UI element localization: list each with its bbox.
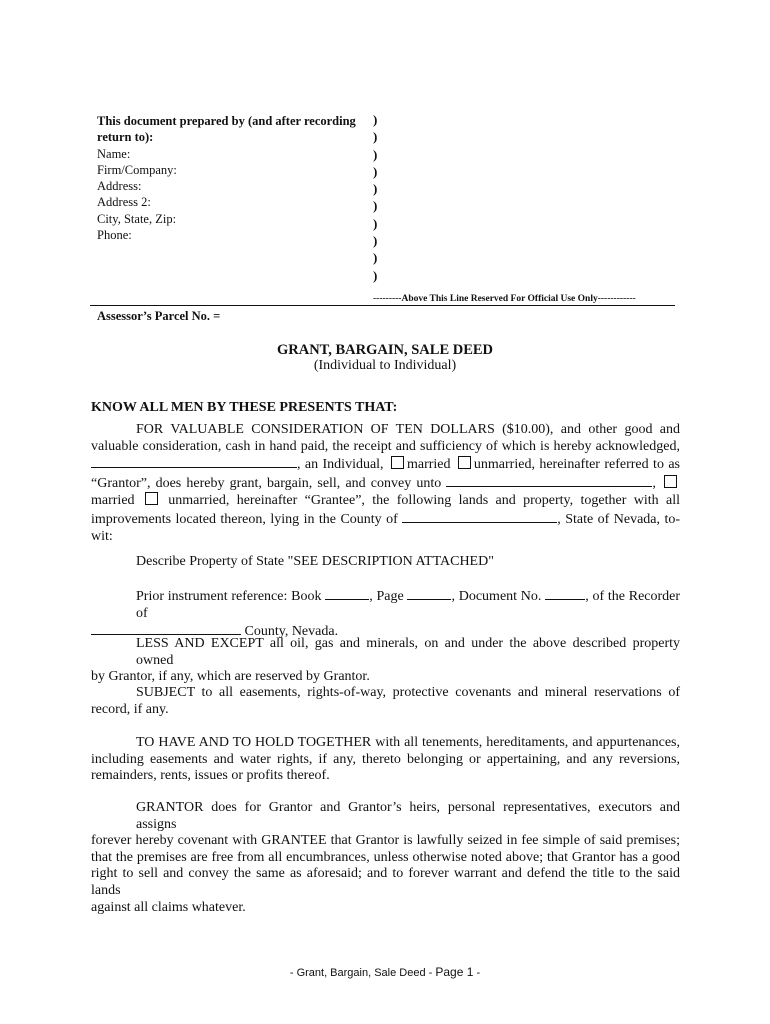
warranty-line2: forever hereby covenant with GRANTEE that Grantor is lawfully seized in fee simple of said premises; bbox=[91, 833, 680, 849]
grantor-name-blank[interactable] bbox=[91, 455, 297, 468]
city-state-zip-label: City, State, Zip: bbox=[97, 211, 177, 226]
warranty-line4: right to sell and convey the same as aforesaid; and to forever warrant and defend the title to the said lands bbox=[91, 866, 680, 898]
know-all-heading: KNOW ALL MEN BY THESE PRESENTS THAT: bbox=[91, 400, 398, 415]
assessors-parcel-label: Assessor’s Parcel No. = bbox=[97, 309, 221, 323]
footer-page-number: Page 1 bbox=[435, 965, 474, 979]
p1-line6 bbox=[91, 510, 680, 529]
less-except-line1: LESS AND EXCEPT all oil, gas and minerals, on and under the above described property owned bbox=[136, 636, 680, 668]
p1-line3-a: , an Individual, bbox=[297, 457, 384, 473]
name-label: Name: bbox=[97, 146, 131, 161]
p1-line4-b: , bbox=[652, 475, 656, 491]
recording-info-block bbox=[97, 113, 367, 243]
page-footer bbox=[0, 965, 770, 979]
prior-recorder-label: , of the Recorder of bbox=[136, 589, 681, 621]
deed-title: GRANT, BARGAIN, SALE DEED bbox=[276, 342, 494, 358]
paren: ) bbox=[373, 181, 378, 197]
prior-instrument-paragraph bbox=[91, 587, 680, 641]
paren: ) bbox=[373, 233, 378, 249]
less-and-except-paragraph bbox=[91, 636, 680, 686]
p1-line7: wit: bbox=[91, 528, 113, 544]
prior-page-label: , Page bbox=[369, 589, 404, 604]
footer-title: - Grant, Bargain, Sale Deed - bbox=[289, 967, 433, 979]
subject-line1: SUBJECT to all easements, rights-of-way, protective covenants and mineral reservations of bbox=[136, 685, 680, 700]
habendum-paragraph bbox=[91, 735, 680, 785]
paren: ) bbox=[373, 146, 378, 162]
paren: ) bbox=[373, 250, 378, 266]
consideration-paragraph bbox=[91, 422, 680, 545]
prior-book-label: Prior instrument reference: Book bbox=[136, 589, 322, 604]
prior-county-text: County, Nevada. bbox=[244, 624, 339, 640]
official-use-line: ---------Above This Line Reserved For Official Use Only------------ bbox=[373, 294, 636, 304]
subject-line2: record, if any. bbox=[91, 701, 169, 717]
recording-heading-line2: return to): bbox=[97, 130, 154, 145]
prior-line1 bbox=[91, 587, 680, 622]
page-blank[interactable] bbox=[407, 587, 451, 600]
county-blank[interactable] bbox=[402, 510, 557, 523]
p1-line2: valuable consideration, cash in hand paid, the receipt and sufficiency of which is hereby acknowledged, bbox=[91, 438, 680, 454]
p1-line4-a: “Grantor”, does hereby grant, bargain, sell, and convey unto bbox=[91, 475, 442, 491]
p1-line6-a: improvements located thereon, lying in the County of bbox=[91, 511, 398, 527]
habendum-line2: including easements and water rights, if any, thereto belonging or appertaining, and any reversions, bbox=[91, 751, 680, 767]
p1-line5-b: unmarried, hereinafter “Grantee”, the following lands and property, together with all bbox=[168, 493, 680, 509]
grantee-name-blank[interactable] bbox=[446, 474, 652, 487]
paren: ) bbox=[373, 215, 378, 231]
footer-dash: - bbox=[476, 967, 481, 979]
document-no-blank[interactable] bbox=[545, 587, 585, 600]
warranty-paragraph bbox=[91, 800, 680, 916]
prior-doc-label: , Document No. bbox=[451, 589, 542, 604]
p1-line4 bbox=[91, 474, 680, 493]
grantor-unmarried-checkbox[interactable] bbox=[458, 456, 471, 469]
paren: ) bbox=[373, 267, 378, 283]
firm-label: Firm/Company: bbox=[97, 162, 177, 177]
warranty-line3: that the premises are free from all encumbrances, unless otherwise noted above; that Grantor has a good bbox=[91, 849, 680, 865]
habendum-line3: remainders, rents, issues or profits thereof. bbox=[91, 768, 330, 784]
p1-line3 bbox=[91, 455, 680, 474]
p1-line1: FOR VALUABLE CONSIDERATION OF TEN DOLLARS ($10.00), and other good and bbox=[136, 422, 680, 437]
paren: ) bbox=[373, 112, 378, 127]
grantor-married-checkbox[interactable] bbox=[391, 456, 404, 469]
subject-paragraph bbox=[91, 685, 680, 718]
grantee-unmarried-checkbox[interactable] bbox=[145, 492, 158, 505]
address-label: Address: bbox=[97, 179, 142, 194]
recording-heading-line1: This document prepared by (and after recording bbox=[97, 114, 356, 128]
p1-line5 bbox=[91, 492, 680, 510]
paren: ) bbox=[373, 163, 378, 179]
paren: ) bbox=[373, 198, 378, 214]
warranty-line5: against all claims whatever. bbox=[91, 899, 246, 915]
divider-rule bbox=[90, 305, 675, 306]
parenthesis-column bbox=[373, 111, 385, 284]
p1-line6-b: , State of Nevada, to- bbox=[557, 511, 680, 527]
paren: ) bbox=[373, 129, 378, 145]
p1-line3-b: married bbox=[406, 457, 451, 473]
describe-property-line: Describe Property of State "SEE DESCRIPTION ATTACHED" bbox=[136, 554, 494, 569]
deed-subtitle: (Individual to Individual) bbox=[313, 358, 457, 373]
recorder-county-blank[interactable] bbox=[91, 622, 241, 635]
grantee-married-checkbox[interactable] bbox=[664, 475, 677, 488]
book-blank[interactable] bbox=[325, 587, 369, 600]
p1-line3-c: unmarried, hereinafter referred to as bbox=[473, 457, 681, 473]
phone-label: Phone: bbox=[97, 228, 132, 243]
less-except-line2: by Grantor, if any, which are reserved by Grantor. bbox=[91, 669, 370, 685]
habendum-line1: TO HAVE AND TO HOLD TOGETHER with all tenements, hereditaments, and appurtenances, bbox=[136, 735, 680, 750]
address2-label: Address 2: bbox=[97, 195, 151, 210]
warranty-line1: GRANTOR does for Grantor and Grantor’s heirs, personal representatives, executors and assigns bbox=[136, 800, 680, 832]
p1-line5-a: married bbox=[91, 493, 135, 509]
